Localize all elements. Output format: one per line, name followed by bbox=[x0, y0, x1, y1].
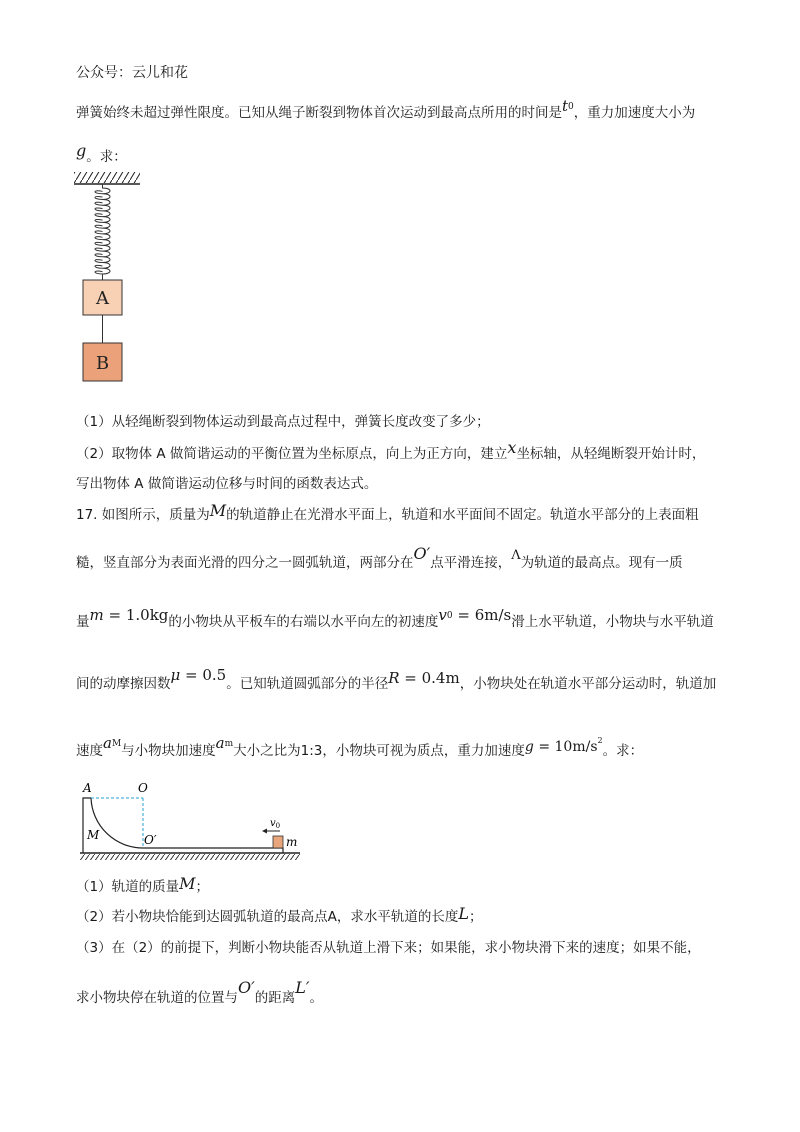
label-O: O bbox=[138, 781, 148, 795]
p17-q2: （2）若小物块恰能到达圆弧轨道的最高点A，求水平轨道的长度L； bbox=[76, 904, 483, 925]
math-aM: aM bbox=[103, 734, 122, 752]
p16-q2-line2: 写出物体 A 做简谐运动位移与时间的函数表达式。 bbox=[76, 476, 378, 492]
math-g: g bbox=[76, 141, 87, 160]
p16-line1: 弹簧始终未超过弹性限度。已知从绳子断裂到物体首次运动到最高点所用的时间是t0，重力加速度大小为 bbox=[76, 97, 696, 121]
track-figure bbox=[74, 778, 306, 864]
math-L: L bbox=[458, 904, 469, 923]
label-v0: $v_0$ bbox=[270, 818, 281, 830]
p16-q2-line1: （2）取物体 A 做简谐运动的平衡位置为坐标原点，向上为正方向，建立x坐标轴，从轻绳断裂开始计时， bbox=[76, 438, 706, 462]
label-m: m bbox=[286, 835, 298, 849]
p17-line5: 速度aM与小物块加速度am大小之比为1:3，小物块可视为质点，重力加速度$g = 10m/s^2$。求： bbox=[76, 734, 644, 759]
p17-line2: 糙，竖直部分为表面光滑的四分之一圆弧轨道，两部分在O′点平滑连接，Λ为轨道的最高点。现有一质 bbox=[76, 544, 683, 571]
p17-q3-line1: （3）在（2）的前提下，判断小物块能否从轨道上滑下来；如果能，求小物块滑下来的速度；如果不能， bbox=[76, 940, 701, 956]
p17-q1: （1）轨道的质量M； bbox=[76, 874, 209, 895]
label-M: M bbox=[87, 828, 100, 842]
math-R-eq: R = 0.4m bbox=[388, 669, 460, 687]
math-Oprime: O′ bbox=[413, 544, 431, 563]
spring-figure bbox=[70, 170, 146, 384]
math-mu-eq: μ = 0.5 bbox=[170, 666, 227, 684]
math-am: am bbox=[215, 734, 234, 752]
ceiling-hatch bbox=[74, 172, 140, 183]
track-body bbox=[83, 798, 283, 853]
spring-icon bbox=[95, 184, 110, 280]
small-block bbox=[273, 836, 283, 848]
p17-q3-line2: 求小物块停在轨道的位置与O′的距离L′。 bbox=[76, 978, 324, 1006]
math-g-eq: $g = 10m/s^2$ bbox=[524, 736, 603, 755]
p17-line3: 量m = 1.0kg的小物块从平板车的右端以水平向左的初速度v0 = 6m/s滑上水平轨道，小物块与水平轨道 bbox=[76, 606, 714, 630]
math-M2: M bbox=[179, 874, 196, 893]
math-M: M bbox=[209, 501, 227, 520]
math-Lambda: Λ bbox=[511, 548, 521, 563]
math-v0-eq: v0 = 6m/s bbox=[438, 606, 512, 624]
math-x: x bbox=[507, 438, 517, 457]
label-A: A bbox=[83, 781, 92, 795]
math-t0: t0 bbox=[562, 97, 574, 115]
header-text: 公众号：云儿和花 bbox=[76, 65, 188, 81]
p17-line4: 间的动摩擦因数μ = 0.5。已知轨道圆弧部分的半径R = 0.4m，小物块处在轨道水平部分运动时，轨道加 bbox=[76, 666, 717, 692]
block-b-label: B bbox=[95, 353, 110, 374]
math-Lp: L′ bbox=[295, 978, 310, 997]
math-m-eq: m = 1.0kg bbox=[89, 606, 169, 624]
p17-line1: 17. 如图所示，质量为M的轨道静止在光滑水平面上，轨道和水平面间不固定。轨道水平部分的上表面粗 bbox=[76, 501, 699, 523]
p16-q1: （1）从轻绳断裂到物体运动到最高点过程中，弹簧长度改变了多少； bbox=[76, 414, 490, 430]
block-a-label: A bbox=[96, 288, 109, 309]
ground-hatch bbox=[80, 854, 300, 860]
math-Oprime2: O′ bbox=[238, 978, 255, 997]
label-Oprime: O′ bbox=[144, 833, 157, 847]
p16-line2: g。求： bbox=[76, 141, 127, 165]
